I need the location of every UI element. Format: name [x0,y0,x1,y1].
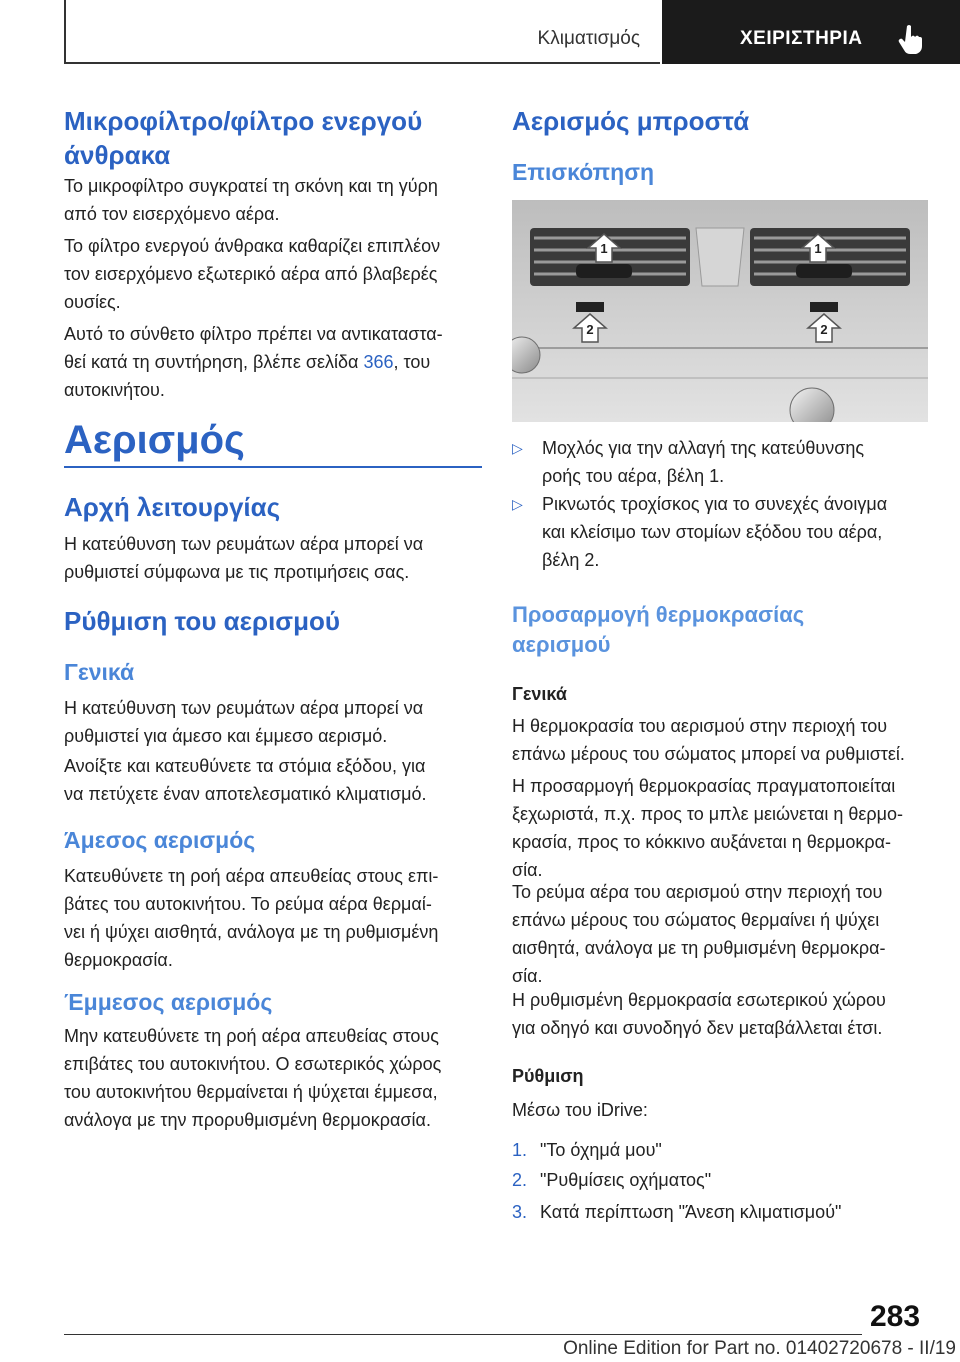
direct-ventilation-paragraph: Κατευθύνετε τη ροή αέρα απευθείας στους επι‐ βάτες του αυτοκινήτου. Το ρεύμα αέρα θερμαί‐ νει ή ψύχει αισθητά, ανάλογα με τη ρυθμισμένη θερμοκρασία. [64,866,439,970]
page-number: 283 [870,1300,921,1333]
microfilter-title: Μικροφίλτρο/φίλτρο ενεργού άνθρακα [64,106,423,170]
general-paragraph-1: Η κατεύθυνση των ρευμάτων αέρα μπορεί να ρυθμιστεί για άμεσο και έμμεσο αερισμό. [64,698,424,746]
temperature-adjustment-heading: Προσαρμογή θερμοκρασίας αερισμού [512,602,805,657]
temp-paragraph-1: Η θερμοκρασία του αερισμού στην περιοχή του επάνω μέρους του σώματος μπορεί να ρυθμιστεί. [512,716,905,764]
bullet-item-2: ▷ Ρικνωτός τροχίσκος για το συνεχές άνοιγμα και κλείσιμο των στομίων εξόδου του αέρα, βέλη 2. [512,490,932,574]
via-idrive-text: Μέσω του iDrive: [512,1100,648,1120]
bullet-item-1: ▷ Μοχλός για την αλλαγή της κατεύθυνσης ροής του αέρα, βέλη 1. [512,434,932,490]
heading-rule [64,466,482,468]
general-heading: Γενικά [64,659,135,685]
direct-ventilation-heading: Άμεσος αερισμός [64,827,256,853]
temp-general-subheading: Γενικά [512,684,567,704]
adjust-ventilation-heading: Ρύθμιση του αερισμού [64,606,341,636]
footer-edition: Online Edition for Part no. 01402720678 - II/19 [563,1338,956,1359]
overview-heading: Επισκόπηση [512,159,654,185]
header-rule [64,62,660,64]
principle-heading: Αρχή λειτουργίας [64,492,281,522]
temp-paragraph-2: Η προσαρμογή θερμοκρασίας πραγματοποιείται ξεχωριστά, π.χ. προς το μπλε μειώνεται η θερμο‐ κρασία, προς το κόκκινο αυξάνεται η θερμοκρα‐ σία. [512,776,904,880]
front-ventilation-heading: Αερισμός μπροστά [512,106,750,136]
general-paragraph-2: Ανοίξτε και κατευθύνετε τα στόμια εξόδου, για να πετύχετε έναν αποτελεσματικό κλιματισμό. [64,756,427,804]
microfilter-paragraph-1: Το μικροφίλτρο συγκρατεί τη σκόνη και τη γύρη από τον εισερχόμενο αέρα. [64,176,438,224]
indirect-ventilation-paragraph: Μην κατευθύνετε τη ροή αέρα απευθείας στους επιβάτες του αυτοκινήτου. Ο εσωτερικός χώρος του αυτοκινήτου θερμαίνεται ή ψύχεται έμμεσα, ανάλογα με την προρυθμισμένη θερμοκρασία. [64,1026,442,1130]
microfilter-paragraph-2: Το φίλτρο ενεργού άνθρακα καθαρίζει επιπλέον τον εισερχόμενο εξωτερικό αέρα από βλαβερές ουσίες. [64,236,441,312]
ventilation-heading: Αερισμός [64,418,245,462]
header-divider-left [64,0,66,64]
bullet-triangle-icon: ▷ [512,440,523,456]
air-vent-figure [512,200,928,422]
header-section-title: Κλιματισμός [537,28,640,49]
indirect-ventilation-heading: Έμμεσος αερισμός [64,989,273,1015]
page-reference-link[interactable]: 366 [363,352,394,372]
air-vent-illustration [512,200,928,422]
microfilter-paragraph-3: Αυτό το σύνθετο φίλτρο πρέπει να αντικαταστα‐ θεί κατά τη συντήρηση, βλέπε σελίδα 366, του αυτοκινήτου. [64,324,443,400]
setting-subheading: Ρύθμιση [512,1066,584,1086]
bullet-triangle-icon: ▷ [512,496,523,512]
svg-text:2: 2 [820,322,828,337]
principle-paragraph: Η κατεύθυνση των ρευμάτων αέρα μπορεί να ρυθμιστεί σύμφωνα με τις προτιμήσεις σας. [64,534,424,582]
svg-text:1: 1 [600,241,608,256]
svg-text:1: 1 [814,241,822,256]
footer-rule [64,1334,862,1335]
header-chapter-label: ΧΕΙΡΙΣΤΗΡΙΑ [740,28,863,49]
hand-pointer-icon [896,24,924,54]
temp-paragraph-3: Το ρεύμα αέρα του αερισμού στην περιοχή του επάνω μέρους του σώματος θερμαίνει ή ψύχει αισθητά, ανάλογα με τη ρυθμισμένη θερμοκρα‐ σία. [512,882,886,986]
temp-paragraph-4: Η ρυθμισμένη θερμοκρασία εσωτερικού χώρου για οδηγό και συνοδηγό δεν μεταβάλλεται έτσι. [512,990,886,1038]
svg-text:2: 2 [586,322,594,337]
